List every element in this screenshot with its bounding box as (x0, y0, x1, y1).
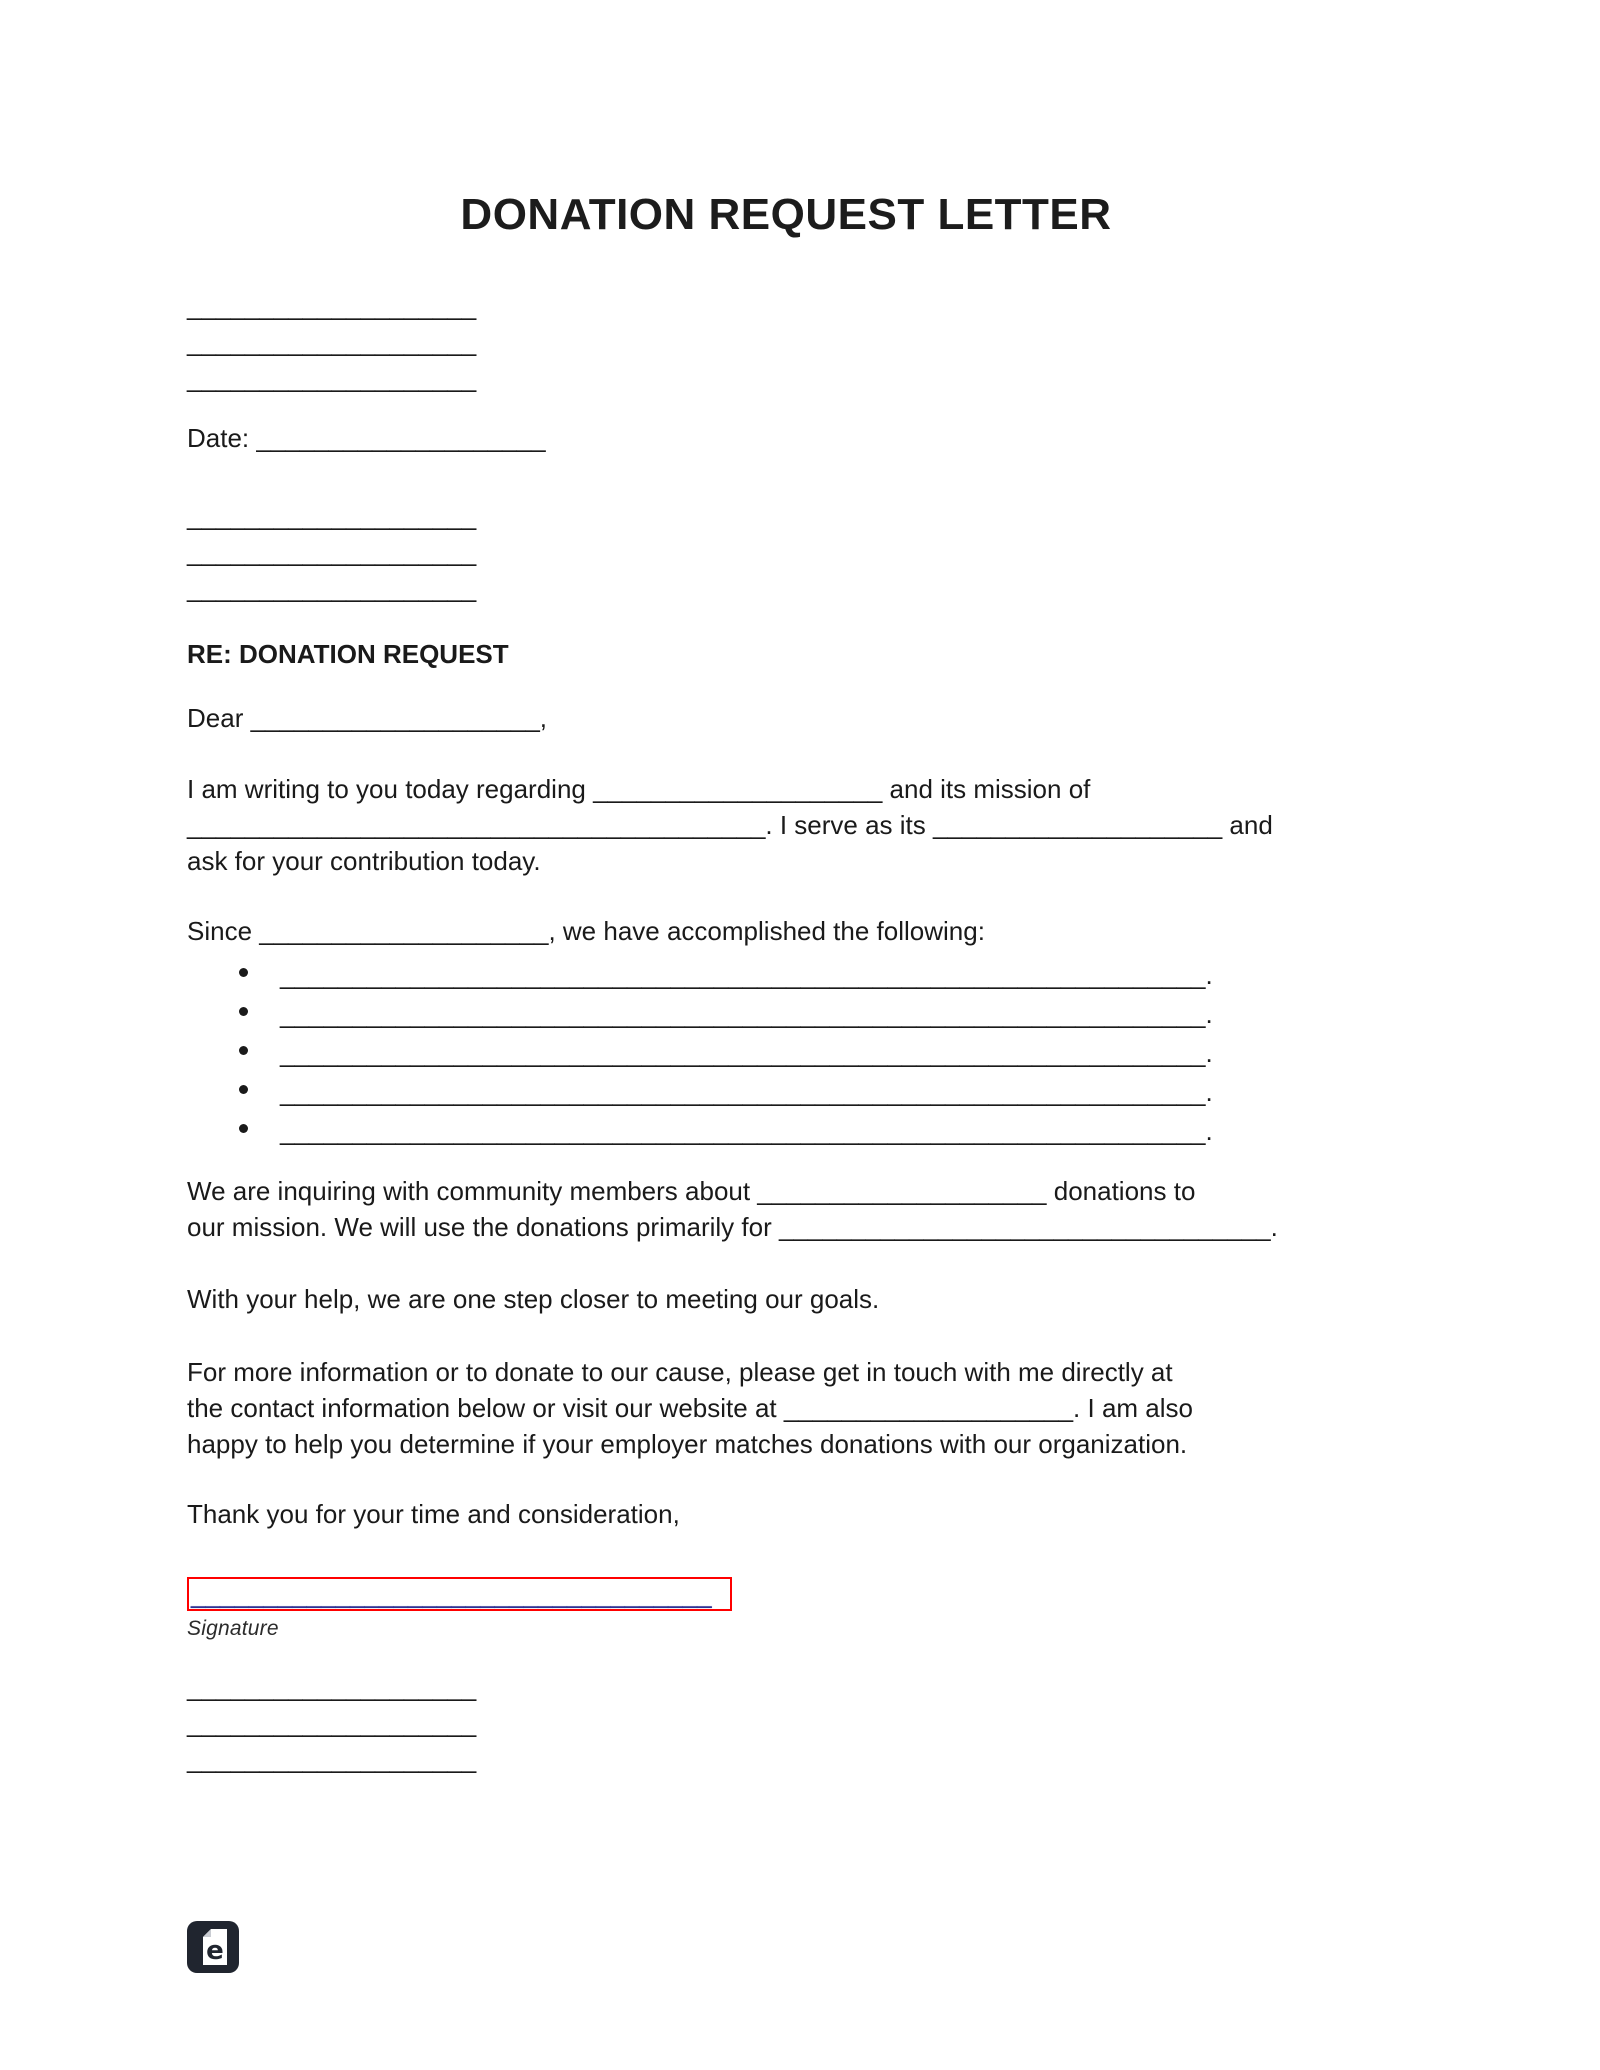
paragraph-line: happy to help you determine if your employer matches donations with our organization. (187, 1429, 1188, 1459)
paragraph-goals: With your help, we are one step closer to meeting our goals. (187, 1284, 880, 1314)
subject-line: RE: DONATION REQUEST (187, 639, 509, 669)
blank-line: ____________________ (187, 363, 477, 393)
paragraph-line: the contact information below or visit our website at ____________________. I am also (187, 1393, 1193, 1423)
blank-line: ____________________ (187, 1744, 477, 1774)
list-item (239, 1073, 1385, 1112)
signature-line: ____________________________________ (191, 1579, 712, 1609)
bullet-icon (239, 1046, 248, 1055)
list-item-text: ________________________________________________________________. (280, 1116, 1213, 1146)
paragraph-line: We are inquiring with community members about ____________________ donations to (187, 1176, 1196, 1206)
list-item (239, 1112, 1385, 1151)
blank-line: ____________________ (187, 291, 477, 321)
accomplishments-intro: Since ____________________, we have accomplished the following: (187, 916, 985, 946)
accomplishments-list (187, 956, 1385, 1151)
date-line: Date: ____________________ (187, 423, 546, 453)
paragraph-line: ask for your contribution today. (187, 846, 541, 876)
list-item (239, 956, 1385, 995)
sender-address-block (187, 288, 1385, 396)
eforms-logo (187, 1921, 239, 1973)
blank-line: ____________________ (187, 501, 477, 531)
signature-label: Signature (187, 1617, 279, 1640)
paragraph-line: For more information or to donate to our cause, please get in touch with me directly at (187, 1357, 1173, 1387)
page-title: DONATION REQUEST LETTER (460, 190, 1112, 239)
blank-line: ____________________ (187, 537, 477, 567)
bullet-icon (239, 1007, 248, 1016)
blank-line: ____________________ (187, 573, 477, 603)
paragraph-line: I am writing to you today regarding ____________________ and its mission of (187, 774, 1091, 804)
paragraph-intro (187, 771, 1385, 879)
paragraph-contact (187, 1354, 1385, 1462)
paragraph-line: our mission. We will use the donations primarily for __________________________________. (187, 1212, 1278, 1242)
bullet-icon (239, 1124, 248, 1133)
list-item (239, 1034, 1385, 1073)
list-item-text: ________________________________________________________________. (280, 1077, 1213, 1107)
blank-line: ____________________ (187, 1672, 477, 1702)
blank-line: ____________________ (187, 327, 477, 357)
list-item-text: ________________________________________________________________. (280, 999, 1213, 1029)
salutation: Dear ____________________, (187, 703, 548, 733)
logo-letter: e (206, 1936, 224, 1966)
list-item-text: ________________________________________________________________. (280, 960, 1213, 990)
contact-info-block (187, 1669, 1385, 1777)
paragraph-line: ________________________________________. I serve as its ____________________ and (187, 810, 1273, 840)
eforms-logo-icon (187, 1921, 239, 1973)
paragraph-donations (187, 1173, 1385, 1245)
blank-line: ____________________ (187, 1708, 477, 1738)
closing-line: Thank you for your time and consideration, (187, 1499, 680, 1529)
list-item (239, 995, 1385, 1034)
bullet-icon (239, 968, 248, 977)
bullet-icon (239, 1085, 248, 1094)
list-item-text: ________________________________________________________________. (280, 1038, 1213, 1068)
signature-field[interactable] (187, 1577, 732, 1611)
recipient-address-block (187, 498, 1385, 606)
